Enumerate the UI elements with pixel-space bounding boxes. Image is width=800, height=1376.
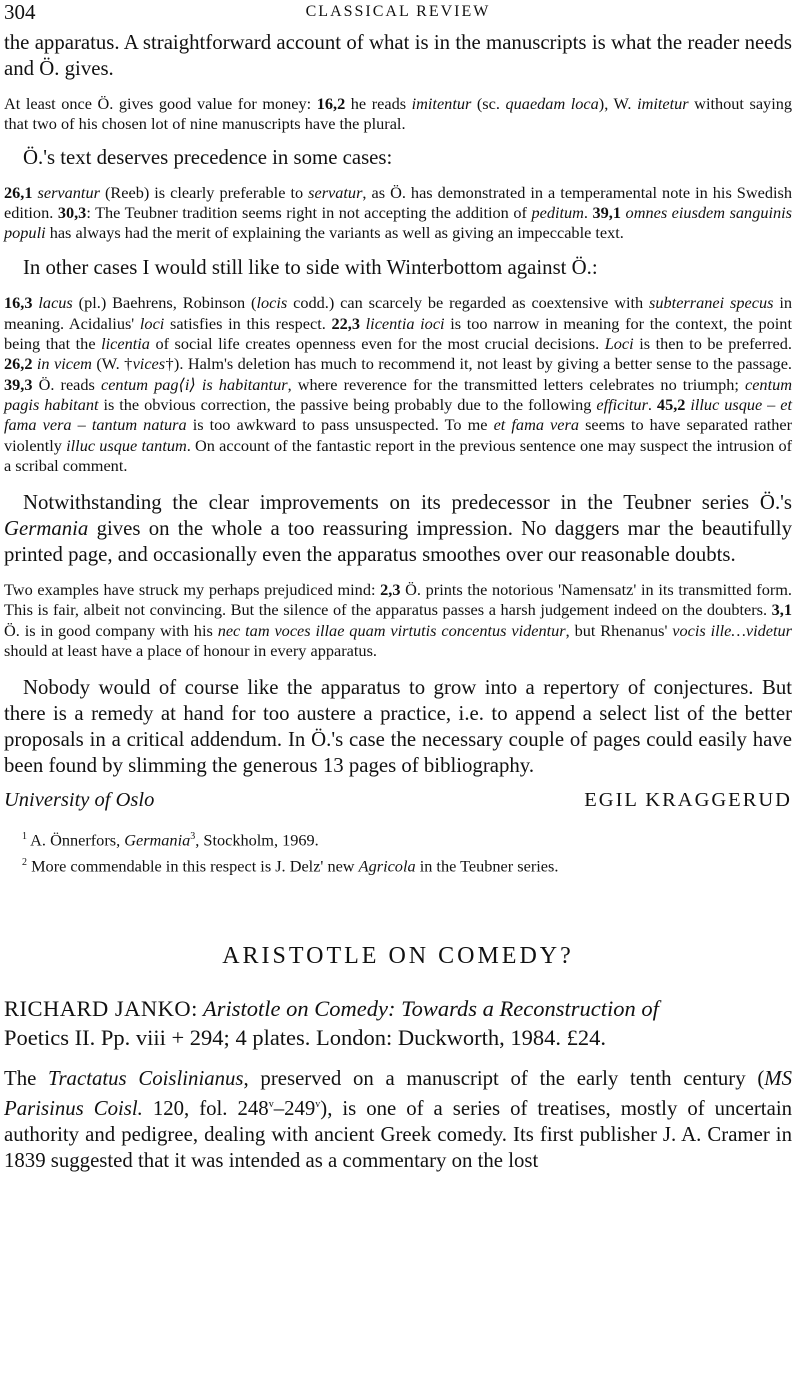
review-heading: RICHARD JANKO: Aristotle on Comedy: Towards a Reconstruction of Poetics II. Pp. viii + 294; 4 plates. London: Duckworth, 1984. £24. — [4, 996, 659, 1051]
signature — [4, 789, 792, 812]
footnote-1: $^1$ A. Önnerfors, Germania$^3$, Stockholm, 1969. — [22, 830, 319, 850]
quote-examples: Two examples have struck my perhaps prejudiced mind: 2,3 Ö. prints the notorious 'Namensatz' in its transmitted form. This is fair, albeit not convincing. But the silence of the apparatus passes a harsh judgement indeed on the doubters. 3,1 Ö. is in good company with his nec tam voces illae quam virtutis concentus videntur, but Rhenanus' vocis ille…videtur should at least have a place of honour in every apparatus. — [4, 580, 793, 661]
running-header — [4, 0, 792, 26]
journal-title: CLASSICAL REVIEW — [305, 3, 491, 20]
footnotes — [4, 826, 792, 877]
paragraph-tractatus: The Tractatus Coislinianus, preserved on a manuscript of the early tenth century (MS Parisinus Coisl. 120, fol. 248$^v$–249$^v$), is one of a series of treatises, mostly of uncertain authority and pedigree, dealing with ancient Greek comedy. Its first publisher J. A. Cramer in 1839 suggested that it was intended as a commentary on the lost — [4, 1067, 792, 1173]
paragraph-winterbottom: In other cases I would still like to side with Winterbottom against Ö.: — [23, 256, 598, 280]
footnote-2: $^2$ More commendable in this respect is J. Delz' new Agricola in the Teubner series. — [22, 856, 559, 876]
review-title: ARISTOTLE ON COMEDY? — [222, 943, 574, 970]
page-number: 304 — [4, 0, 36, 24]
quote-servantur: 26,1 servantur (Reeb) is clearly preferable to servatur, as Ö. has demonstrated in a temperamental note in his Swedish edition. 30,3: The Teubner tradition seems right in not accepting the addition of peditum. 39,1 omnes eiusdem sanguinis populi has always had the merit of explaining the variants as well as giving an impeccable text. — [4, 182, 792, 243]
paragraph-precedence: Ö.'s text deserves precedence in some cases: — [23, 145, 393, 169]
affiliation: University of Oslo — [4, 789, 155, 812]
book-title: Aristotle on Comedy: Towards a Reconstruction of — [203, 996, 659, 1022]
paragraph-teubner: Notwithstanding the clear improvements on its predecessor in the Teubner series Ö.'s Germania gives on the whole a too reassuring impression. No daggers mar the beautifully printed page, and occasionally even the apparatus smoothes over our reasonable doubts. — [4, 491, 792, 567]
review-author: RICHARD JANKO — [4, 996, 192, 1022]
quote-lacus: 16,3 lacus (pl.) Baehrens, Robinson (locis codd.) can scarcely be regarded as coextensive with subterranei specus in meaning. Acidalius' loci satisfies in this respect. 22,3 licentia ioci is too narrow in meaning for the context, the point being that the licentia of social life creates openness even for the most crucial decisions. Loci is then to be preferred. 26,2 in vicem (W. †vices†). Halm's deletion has much to recommend it, not least by giving a better sense to the passage. 39,3 Ö. reads centum pag⟨i⟩ is habitantur, where reverence for the transmitted letters celebrates no triumph; centum pagis habitant is the obvious correction, the passive being probably due to the following efficitur. 45,2 illuc usque – et fama vera – tantum natura is too awkward to pass unsuspected. To me et fama vera seems to have separated rather violently illuc usque tantum. On account of the fantastic report in the previous sentence one may suspect the intrusion of a scribal comment. — [4, 293, 793, 475]
paragraph-repertory: Nobody would of course like the apparatus to grow into a repertory of conjectures. But there is a remedy at hand for too austere a practice, i.e. to append a select list of the better proposals in a critical addendum. In Ö.'s case the necessary couple of pages could easily have been found by slimming the generous 13 pages of bibliography. — [4, 676, 792, 778]
article-body — [4, 30, 792, 1174]
author-name: EGIL KRAGGERUD — [584, 789, 792, 812]
book-details: Poetics II. Pp. viii + 294; 4 plates. London: Duckworth, 1984. £24. — [4, 1025, 607, 1051]
paragraph-apparatus: the apparatus. A straightforward account of what is in the manuscripts is what the reader needs and Ö. gives. — [4, 31, 792, 80]
quote-imitentur: At least once Ö. gives good value for money: 16,2 he reads imitentur (sc. quaedam loca), W. imitetur without saying that two of his chosen lot of nine manuscripts have the plural. — [4, 94, 793, 134]
